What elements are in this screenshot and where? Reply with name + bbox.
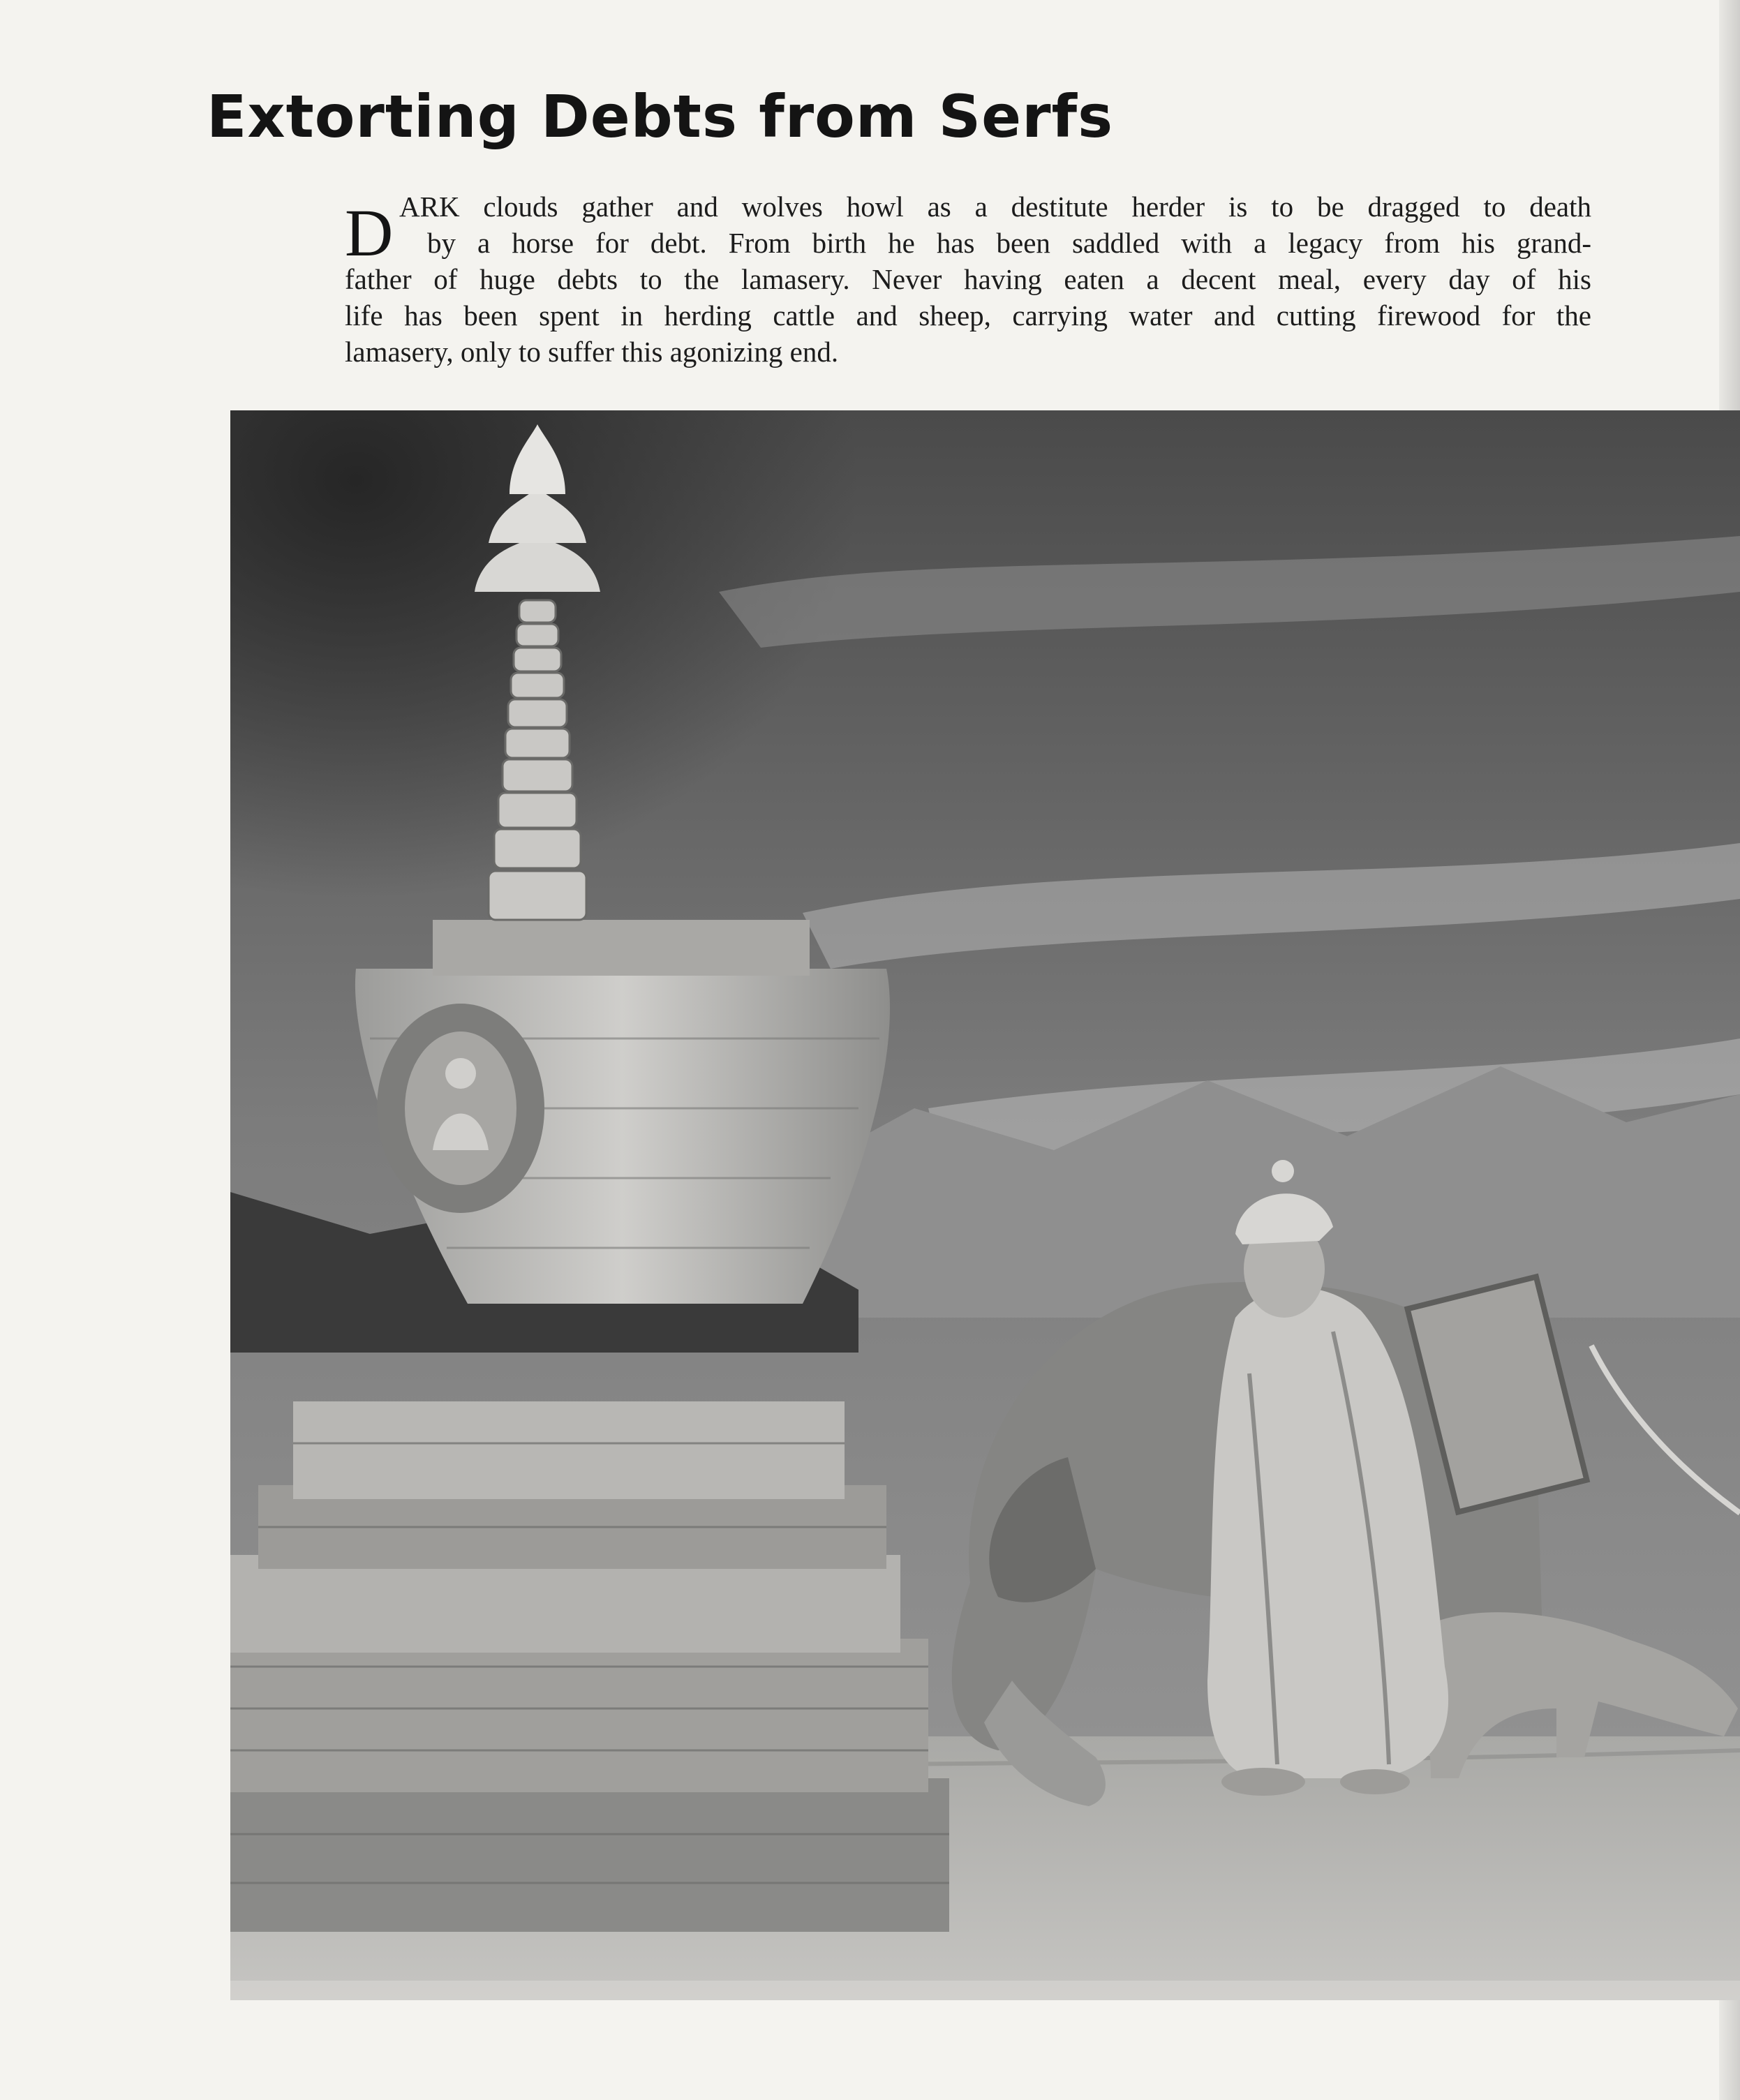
body-line: lamasery, only to suffer this agonizing end.: [345, 336, 839, 368]
body-line: ARK clouds gather and wolves howl as a destitute herder is to be dragged to death: [399, 191, 1591, 223]
diorama-photo-illustration: [230, 410, 1740, 2000]
article-body: [345, 188, 1591, 370]
diorama-photo: [230, 410, 1740, 2000]
body-line: father of huge debts to the lamasery. Never having eaten a decent meal, every day of his: [345, 263, 1591, 295]
body-line: by a horse for debt. From birth he has been saddled with a legacy from his grand-: [427, 227, 1591, 259]
article-headline: Extorting Debts from Serfs: [207, 82, 1114, 151]
drop-cap: D: [345, 195, 394, 270]
body-line: life has been spent in herding cattle and sheep, carrying water and cutting firewood for the: [345, 299, 1591, 332]
